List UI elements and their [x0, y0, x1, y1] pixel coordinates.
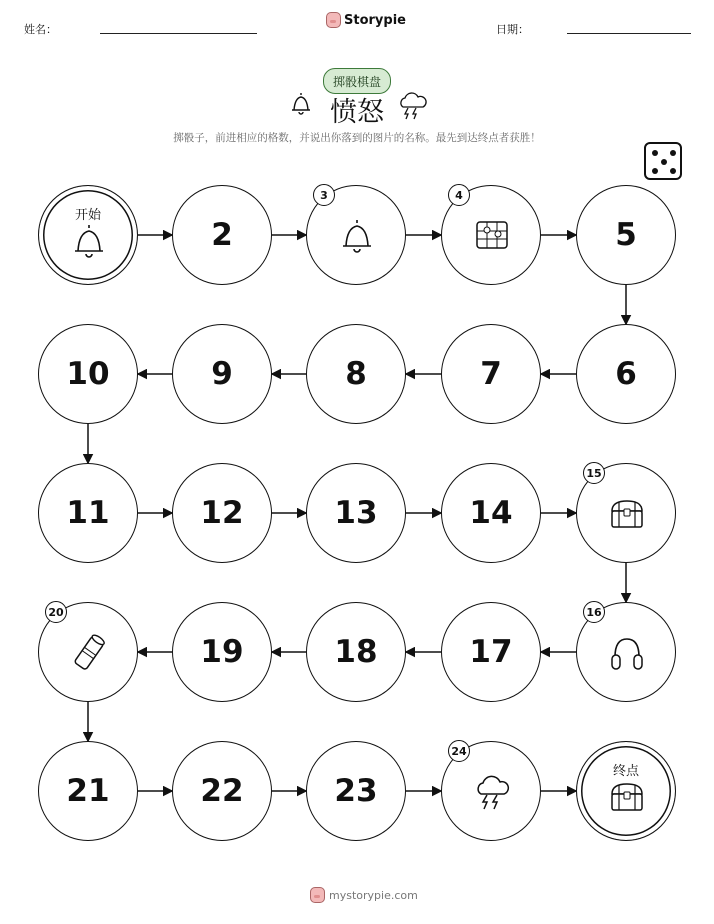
space-number-badge: 3 [313, 184, 335, 206]
board-space [306, 324, 406, 424]
space-number: 21 [66, 773, 110, 809]
board-space [306, 185, 406, 285]
space-number-badge: 20 [45, 601, 67, 623]
brand-name: Storypie [344, 12, 406, 28]
board-space [38, 741, 138, 841]
space-number-badge: 15 [583, 462, 605, 484]
board-space [306, 741, 406, 841]
footer-site[interactable]: mystorypie.com [329, 888, 418, 902]
pig-mascot-icon [310, 887, 325, 903]
board-space [576, 324, 676, 424]
space-number: 7 [480, 356, 502, 392]
name-label: 姓名： [24, 23, 57, 36]
bell-icon [337, 216, 377, 256]
treasure-chest-icon [607, 777, 647, 817]
board-space [172, 463, 272, 563]
space-number-badge: 4 [448, 184, 470, 206]
date-label: 日期： [496, 23, 529, 36]
board-space [306, 463, 406, 563]
space-number: 19 [200, 634, 244, 670]
finish-space [576, 741, 676, 841]
page-title: 愤怒 [330, 97, 384, 128]
bell-icon [69, 221, 109, 261]
space-number: 23 [334, 773, 378, 809]
footer [310, 887, 418, 903]
board-space [38, 324, 138, 424]
board-space [172, 324, 272, 424]
treasure-chest-icon [607, 494, 647, 534]
space-number: 5 [615, 217, 637, 253]
space-number: 13 [334, 495, 378, 531]
instructions: 掷骰子，前进相应的格数，并说出你落到的图片的名称。最先到达终点者获胜！ [173, 132, 541, 144]
board-space [441, 324, 541, 424]
space-number-badge: 16 [583, 601, 605, 623]
space-number: 11 [66, 495, 110, 531]
start-space [38, 185, 138, 285]
space-number: 12 [200, 495, 244, 531]
space-number: 22 [200, 773, 244, 809]
board-space [441, 463, 541, 563]
board-space [576, 185, 676, 285]
space-number: 10 [66, 356, 110, 392]
scroll-icon [69, 633, 109, 673]
board-space [172, 602, 272, 702]
board-game-icon [472, 216, 512, 256]
board-space [306, 602, 406, 702]
board-space [172, 185, 272, 285]
board-space [576, 602, 676, 702]
headphones-icon [607, 633, 647, 673]
board-space [441, 185, 541, 285]
space-number: 17 [469, 634, 513, 670]
space-number: 18 [334, 634, 378, 670]
space-number-badge: 24 [448, 740, 470, 762]
board-space [576, 463, 676, 563]
board-space [38, 463, 138, 563]
space-number: 14 [469, 495, 513, 531]
board-space [441, 602, 541, 702]
storm-cloud-icon [472, 772, 512, 812]
board-space [441, 741, 541, 841]
space-number: 9 [211, 356, 233, 392]
start-label: 开始 [74, 208, 101, 223]
space-number: 6 [615, 356, 637, 392]
board-space [172, 741, 272, 841]
space-number: 8 [345, 356, 367, 392]
board-space [38, 602, 138, 702]
finish-label: 终点 [612, 764, 639, 779]
game-type-tag: 掷骰棋盘 [323, 68, 391, 94]
space-number: 2 [211, 217, 233, 253]
